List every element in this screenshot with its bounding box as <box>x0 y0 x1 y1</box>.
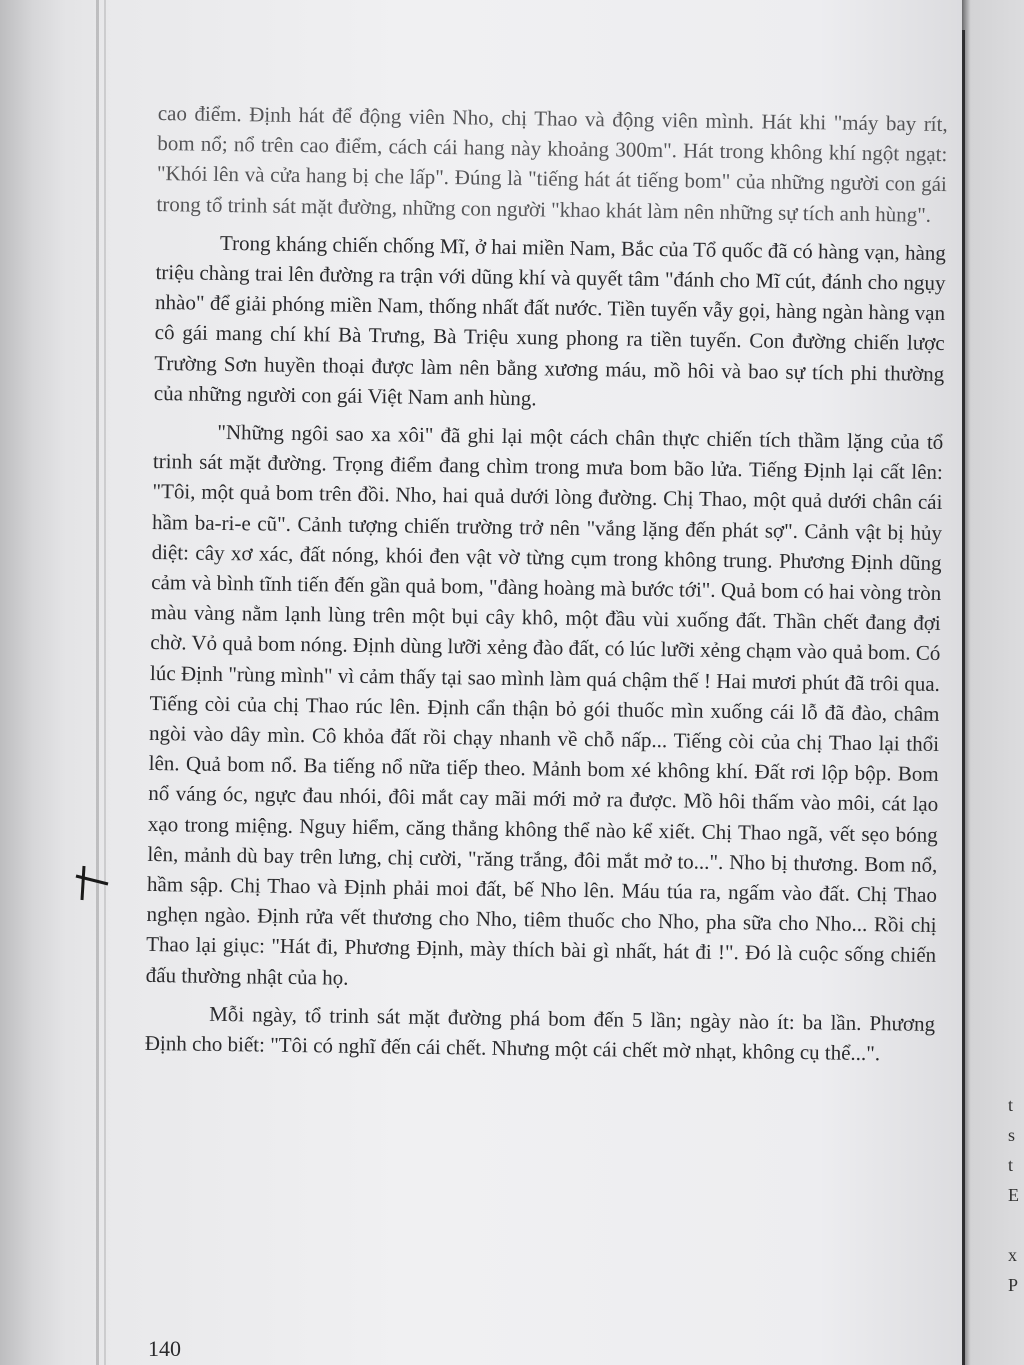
pen-margin-mark-icon <box>72 862 112 902</box>
paragraph-2: Trong kháng chiến chống Mĩ, ở hai miền Nam, Bắc của Tổ quốc đã có hàng vạn, hàng triệu chàng trai lên đường ra trận với dũng khí và quyết tâm "đánh cho Mĩ cút, đánh cho ngụy nhào" để giải phóng miền Nam, thống nhất đất nước. Tiền tuyến vẫy gọi, hàng ngàn hàng vạn cô gái mang chí khí Bà Trưng, Bà Triệu xung phong ra tiền tuyến. Con đường chiến lược Trường Sơn huyền thoại được làm nên bằng xương máu, mồ hôi và bao sự tích phi thường của những người con gái Việt Nam anh hùng. <box>153 230 947 411</box>
paragraph-4: Mỗi ngày, tổ trinh sát mặt đường phá bom đến 5 lần; ngày nào ít: ba lần. Phương Định cho biết: "Tôi có nghĩ đến cái chết. Nhưng một cái chết mờ nhạt, không cụ thể...". <box>144 1001 936 1066</box>
next-page-fragment: P <box>1008 1275 1019 1295</box>
page-number: 140 <box>148 1336 181 1361</box>
page-text-body <box>144 98 947 1077</box>
next-page-fragment: s <box>1008 1125 1016 1145</box>
next-page-fragments <box>1008 1090 1024 1300</box>
binding-line-inner <box>104 0 106 1365</box>
next-page-fragment: t <box>1008 1095 1014 1115</box>
left-page-shadow <box>0 0 110 1365</box>
next-page-fragment: E <box>1008 1185 1019 1205</box>
paragraph-1: cao điểm. Định hát để động viên Nho, chị Thao và động viên mình. Hát khi "máy bay rít, bom nổ; nổ trên cao điểm, cách cái hang này khoảng 300m". Hát trong không khí ngột ngạt: "Khói lên và cửa hang bị che lấp". Đúng là "tiếng hát át tiếng bom" của những người con gái trong tổ trinh sát mặt đường, những con người "khao khát làm nên những sự tích anh hùng". <box>156 100 948 227</box>
next-page-fragment: x <box>1008 1245 1017 1265</box>
next-page-edge-line <box>962 30 965 1365</box>
next-page-fragment: t <box>1008 1155 1014 1175</box>
binding-line <box>96 0 99 1365</box>
paragraph-3: "Những ngôi sao xa xôi" đã ghi lại một cách chân thực chiến tích thầm lặng của tổ trinh sát mặt đường. Trọng điểm đang chìm trong mưa bom bão lửa. Tiếng Định lại cất lên: "Tôi, một quả bom trên đồi. Nho, hai quả dưới lòng đường. Chị Thao, một quả dưới chân cái hầm ba-ri-e cũ". Cảnh tượng chiến trường trở nên "vắng lặng đến phát sợ". Cảnh vật bị hủy diệt: cây xơ xác, đất nóng, khói đen vật vờ từng cụm trong không trung. Phương Định dũng cảm và bình tĩnh tiến đến gần quả bom, "đàng hoàng mà bước tới". Quả bom có hai vòng tròn màu vàng nằm lạnh lùng trên một bụi cây khô, một đầu vùi xuống đất. Thần chết đang đợi chờ. Vỏ quả bom nóng. Định dùng lưỡi xẻng đào đất, có lúc lưỡi xẻng chạm vào quả bom. Có lúc Định "rùng mình" vì cảm thấy tại sao mình làm quá chậm thế ! Hai mươi phút đã trôi qua. Tiếng còi của chị Thao rúc lên. Định cẩn thận bỏ gói thuốc mìn xuống cái lỗ đã đào, châm ngòi vào dây mìn. Cô khỏa đất rồi chạy nhanh về chỗ nấp... Tiếng còi của chị Thao lại thổi lên. Quả bom nổ. Ba tiếng nổ nữa tiếp theo. Mảnh bom xé không khí. Đất rơi lộp bộp. Bom nổ váng óc, ngực đau nhói, đôi mắt cay mãi mới mở ra được. Mồ hôi thấm vào môi, cát lạo xạo trong miệng. Nguy hiểm, căng thẳng không thể nào kể xiết. Chị Thao ngã, vết sẹo bóng lên, mảnh dù bay trên lưng, chị cười, "răng trắng, đôi mắt mở to...". Nho bị thương. Bom nổ, hầm sập. Chị Thao và Định phải moi đất, bế Nho lên. Máu túa ra, ngấm vào đất. Chị Thao nghẹn ngào. Định rửa vết thương cho Nho, tiêm thuốc cho Nho, pha sữa cho Nho... Rồi chị Thao lại giục: "Hát đi, Phương Định, mày thích bài gì nhất, hát đi !". Đó là cuộc sống chiến đấu thường nhật của họ. <box>145 419 944 990</box>
